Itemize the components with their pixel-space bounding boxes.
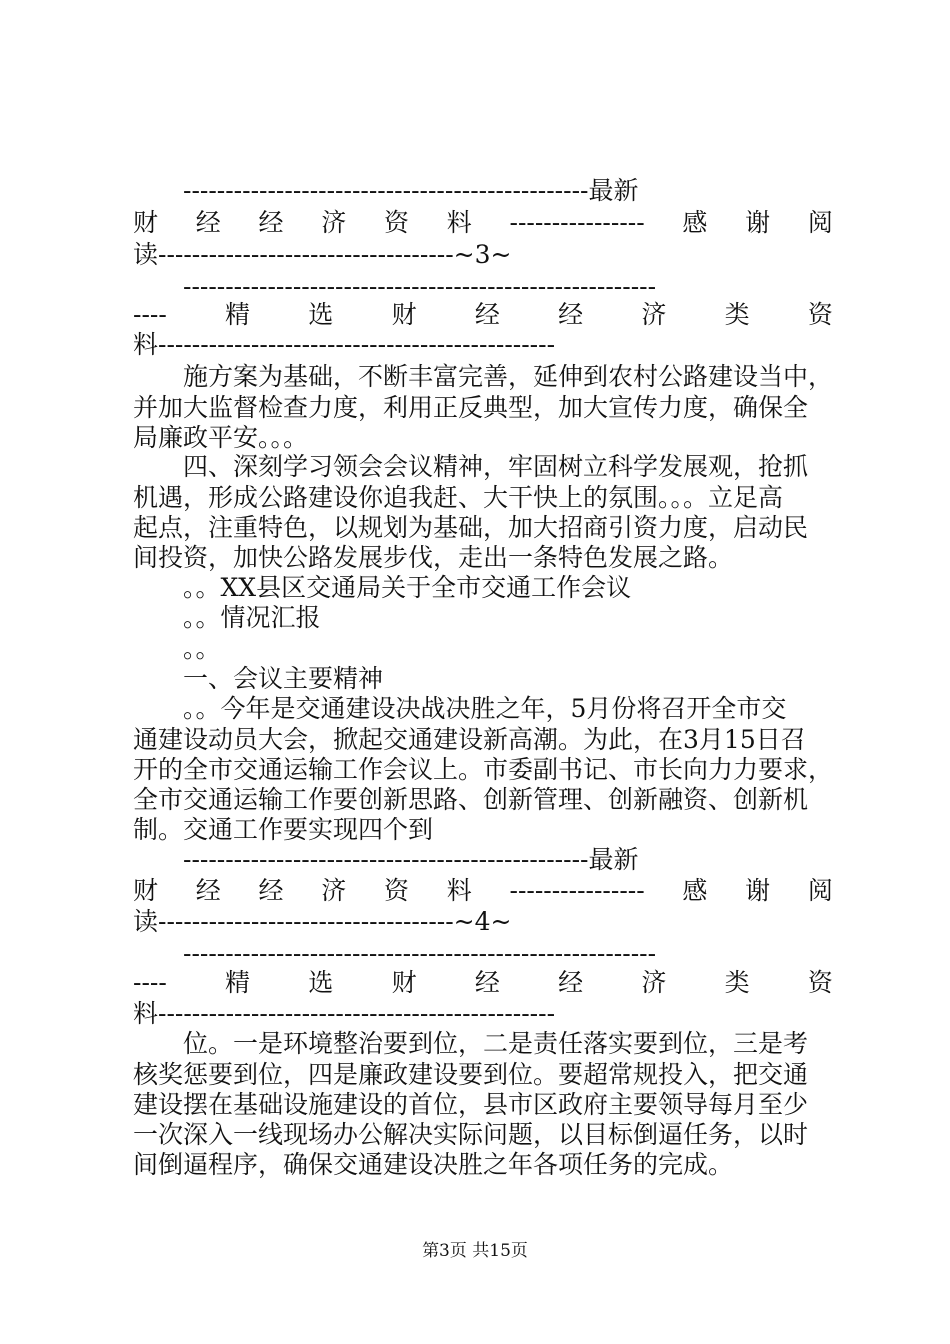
divider-line: --------------------------------------------------------	[183, 939, 657, 968]
divider-line: ------------------------------------------------最新	[183, 845, 639, 874]
divider-word: 财	[133, 208, 159, 237]
body-line: 间倒逼程序，确保交通建设决胜之年各项任务的完成。	[133, 1150, 734, 1179]
section-heading: 一、会议主要精神	[183, 664, 384, 693]
body-line: 全市交通运输工作要创新思路、创新管理、创新融资、创新机	[133, 785, 809, 814]
divider-word: 精	[225, 300, 251, 329]
divider-word: 经	[258, 876, 284, 905]
divider-spread-line	[133, 876, 833, 906]
divider-line: --------------------------------------------------------	[183, 272, 657, 301]
divider-line: ------------------------------------------------最新	[183, 176, 639, 205]
divider-word: 资	[384, 208, 410, 237]
divider-word: 财	[133, 876, 159, 905]
divider-word: ----	[133, 968, 167, 997]
report-title-line: 。。XX县区交通局关于全市交通工作会议	[183, 573, 632, 602]
divider-word: 经	[258, 208, 284, 237]
body-line: 。。	[183, 634, 221, 663]
divider-word: 资	[384, 876, 410, 905]
divider-word: ----------------	[509, 208, 645, 237]
body-line: 局廉政平安。。。	[133, 423, 309, 452]
divider-line: 读-----------------------------------~3~	[133, 240, 512, 269]
divider-word: 选	[308, 300, 334, 329]
body-line: 施方案为基础，不断丰富完善，延伸到农村公路建设当中，	[183, 362, 833, 391]
divider-word: 精	[225, 968, 251, 997]
divider-spread-line	[133, 208, 833, 238]
body-line: 机遇，形成公路建设你追我赶、大干快上的氛围。。。立足高	[133, 483, 784, 512]
divider-word: 类	[724, 300, 750, 329]
page-number-footer: 第3页 共15页	[422, 1241, 528, 1261]
divider-word: 经	[558, 968, 584, 997]
divider-word: 类	[724, 968, 750, 997]
divider-word: 谢	[745, 208, 771, 237]
divider-word: ----	[133, 300, 167, 329]
divider-word: 济	[641, 300, 667, 329]
divider-word: 选	[308, 968, 334, 997]
divider-word: 济	[641, 968, 667, 997]
divider-word: 谢	[745, 876, 771, 905]
divider-spread-line	[133, 300, 833, 330]
body-line: 位。一是环境整治要到位，二是责任落实要到位，三是考	[183, 1029, 809, 1058]
divider-spread-line	[133, 968, 833, 998]
divider-word: 感	[682, 208, 708, 237]
body-line: 并加大监督检查力度，利用正反典型，加大宣传力度，确保全	[133, 393, 809, 422]
divider-line: 读-----------------------------------~4~	[133, 907, 512, 936]
body-line: 开的全市交通运输工作会议上。市委副书记、市长向力力要求，	[133, 755, 833, 784]
divider-word: 料	[446, 208, 472, 237]
divider-word: 料	[446, 876, 472, 905]
body-line: 一次深入一线现场办公解决实际问题，以目标倒逼任务，以时	[133, 1120, 809, 1149]
body-line: 起点，注重特色，以规划为基础，加大招商引资力度，启动民	[133, 513, 809, 542]
divider-word: 经	[195, 876, 221, 905]
divider-word: 资	[807, 300, 833, 329]
divider-word: ----------------	[509, 876, 645, 905]
divider-word: 经	[195, 208, 221, 237]
divider-word: 财	[391, 968, 417, 997]
report-title-line: 。。情况汇报	[183, 603, 321, 632]
body-line: 建设摆在基础设施建设的首位，县市区政府主要领导每月至少	[133, 1090, 809, 1119]
divider-word: 资	[807, 968, 833, 997]
divider-word: 经	[474, 968, 500, 997]
divider-line: 料-----------------------------------------------	[133, 999, 556, 1028]
body-line: 。。今年是交通建设决战决胜之年，5月份将召开全市交	[183, 694, 787, 723]
divider-word: 经	[558, 300, 584, 329]
divider-word: 阅	[807, 876, 833, 905]
divider-line: 料-----------------------------------------------	[133, 330, 556, 359]
divider-word: 济	[321, 208, 347, 237]
body-line: 四、深刻学习领会会议精神，牢固树立科学发展观，抢抓	[183, 452, 809, 481]
divider-word: 阅	[807, 208, 833, 237]
body-line: 间投资，加快公路发展步伐，走出一条特色发展之路。	[133, 543, 734, 572]
body-line: 核奖惩要到位，四是廉政建设要到位。要超常规投入，把交通	[133, 1060, 809, 1089]
body-line: 制。交通工作要实现四个到	[133, 815, 434, 844]
divider-word: 财	[391, 300, 417, 329]
body-line: 通建设动员大会，掀起交通建设新高潮。为此，在3月15日召	[133, 725, 806, 754]
divider-word: 感	[682, 876, 708, 905]
divider-word: 济	[321, 876, 347, 905]
divider-word: 经	[474, 300, 500, 329]
